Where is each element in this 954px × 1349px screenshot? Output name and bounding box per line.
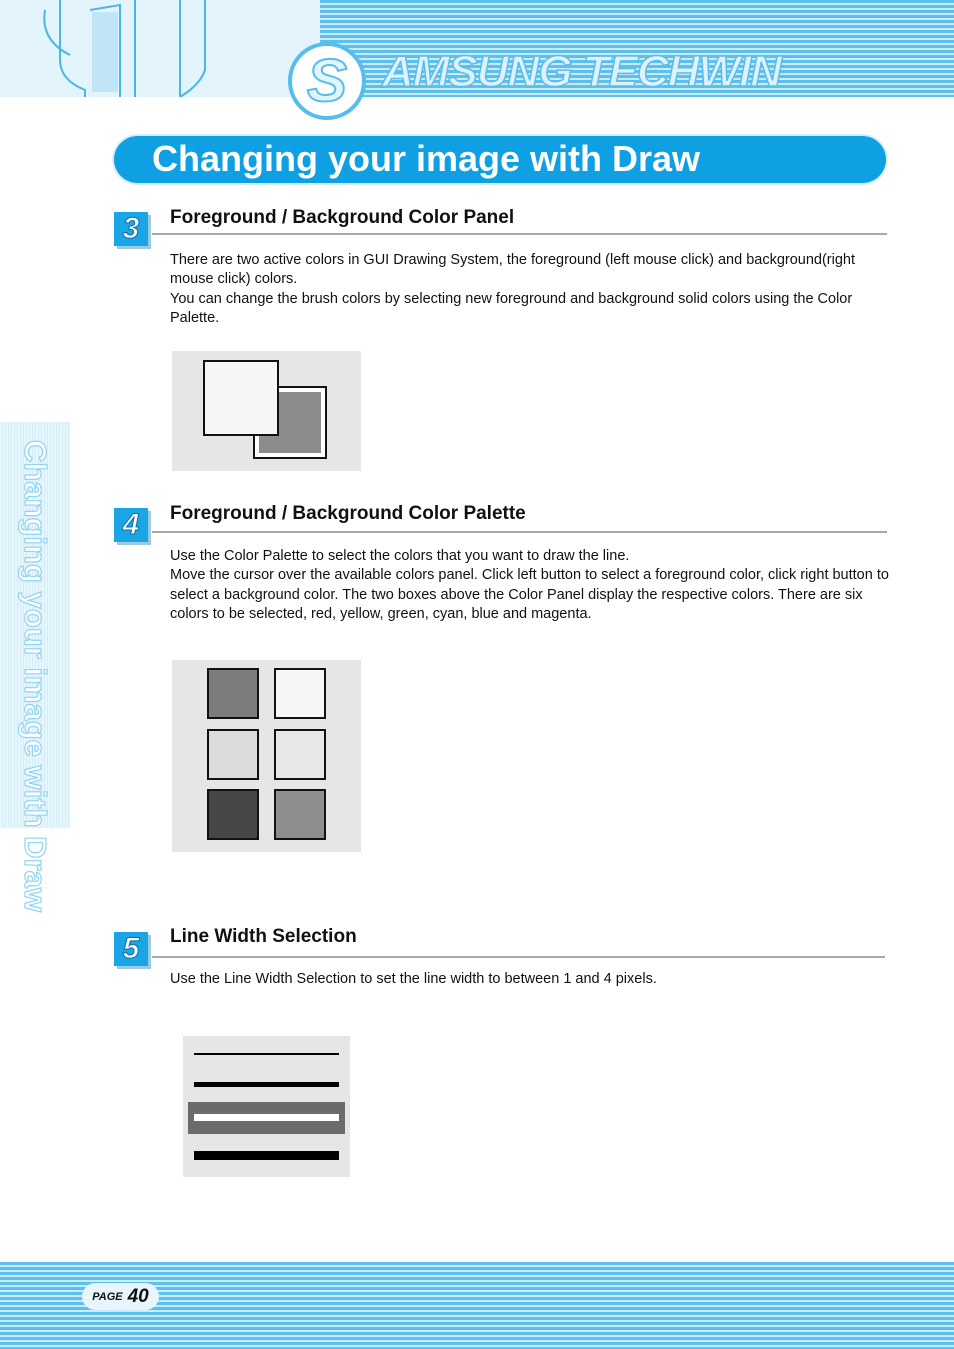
line-width-option-2[interactable] (194, 1082, 339, 1087)
color-panel-figure (172, 351, 361, 471)
section-text (170, 251, 890, 328)
line-width-option-1[interactable] (194, 1053, 339, 1055)
palette-swatch[interactable] (207, 729, 259, 780)
page-title: Changing your image with Draw (152, 138, 701, 179)
paragraph: Use the Color Palette to select the colors that you want to draw the line. (170, 548, 630, 564)
section-divider (152, 531, 887, 533)
page-number-badge (82, 1283, 159, 1310)
monitor-illustration (0, 0, 320, 97)
section-heading: Foreground / Background Color Panel (170, 207, 515, 228)
paragraph: You can change the brush colors by selecting new foreground and background solid colors using the Color Palette. (170, 290, 853, 326)
palette-swatch[interactable] (207, 668, 259, 719)
palette-swatch[interactable] (274, 668, 326, 719)
title-bar (114, 136, 886, 183)
side-tab-label: Changing your image with Draw (18, 440, 53, 912)
paragraph: Use the Line Width Selection to set the line width to between 1 and 4 pixels. (170, 971, 657, 987)
section-divider (152, 956, 885, 958)
color-palette-figure (172, 660, 361, 852)
page-number: 40 (127, 1285, 149, 1307)
line-width-figure (183, 1036, 350, 1177)
line-width-sample (194, 1114, 339, 1121)
header-illustration (0, 0, 320, 97)
section-number-badge: 4 (114, 508, 148, 542)
palette-swatch[interactable] (274, 789, 326, 840)
paragraph: Move the cursor over the available colors panel. Click left button to select a foreground color, click right button to select a background color. The two boxes above the Color Panel display the respective colors. There are six colors to be selected, red, yellow, green, cyan, blue and magenta. (170, 567, 889, 622)
palette-swatch[interactable] (274, 729, 326, 780)
page-label: PAGE (92, 1290, 123, 1303)
palette-swatch[interactable] (207, 789, 259, 840)
samsung-logo-s: S (288, 42, 366, 120)
line-width-option-4[interactable] (194, 1151, 339, 1160)
line-width-option-3-selected[interactable] (188, 1102, 345, 1134)
section-heading: Line Width Selection (170, 926, 357, 947)
section-heading: Foreground / Background Color Palette (170, 503, 526, 524)
section-text (170, 547, 890, 624)
brand-name: AMSUNG TECHWIN (382, 47, 782, 96)
section-number-badge: 5 (114, 932, 148, 966)
paragraph: There are two active colors in GUI Drawing System, the foreground (left mouse click) and background(right mouse click) colors. (170, 252, 856, 288)
foreground-color-box[interactable] (203, 360, 279, 436)
section-text (170, 970, 890, 989)
section-number-badge: 3 (114, 212, 148, 246)
section-divider (152, 233, 887, 235)
